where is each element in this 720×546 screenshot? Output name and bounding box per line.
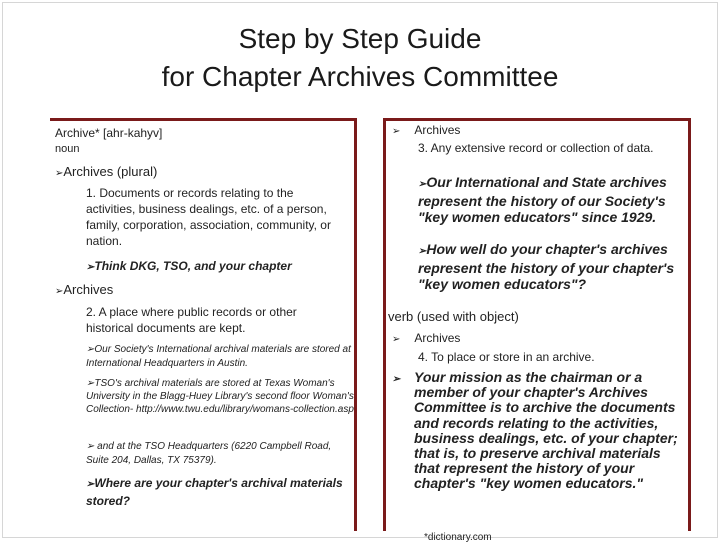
tso-archive-text: TSO's archival materials are stored at Texas Woman's University in the Blagg-Huey Library's second floor Woman's Collection- http://www.twu.edu/library/womans-collection.asp — [86, 378, 354, 415]
right-archives4-item — [392, 330, 460, 348]
arrow-bullet-icon: ➢ — [86, 479, 95, 490]
archives-label-2: Archives — [63, 282, 114, 297]
slide-title — [0, 20, 720, 96]
arrow-bullet-icon: ➢ — [392, 334, 401, 345]
arrow-bullet-icon: ➢ — [86, 344, 95, 355]
how-well-text: How well do your chapter's archives represent the history of your chapter's "key women educators"? — [418, 241, 675, 292]
term-heading: Archive* [ahr-kahyv] — [55, 126, 163, 140]
arrow-bullet-icon: ➢ — [86, 441, 95, 452]
tso-hq-text: and at the TSO Headquarters (6220 Campbell Road, Suite 204, Dallas, TX 75379). — [86, 441, 332, 466]
mission-item — [392, 369, 682, 492]
right-archives-item — [392, 122, 460, 140]
how-well-item — [418, 241, 680, 292]
archives-plural-item — [55, 164, 157, 182]
archives-plural-label: Archives (plural) — [63, 164, 158, 179]
title-line-1: Step by Step Guide — [238, 23, 482, 54]
verb-label: verb (used with object) — [388, 309, 519, 324]
arrow-bullet-icon: ➢ — [418, 246, 427, 257]
intl-archive-item — [86, 343, 354, 371]
definition-4: 4. To place or store in an archive. — [418, 350, 595, 364]
think-dkg-label: Think DKG, TSO, and your chapter — [94, 259, 292, 273]
definition-2: 2. A place where public records or other historical documents are kept. — [86, 305, 297, 335]
title-line-2: for Chapter Archives Committee — [161, 61, 559, 92]
where-stored-item — [86, 475, 346, 509]
intl-state-text: Our International and State archives represent the history of our Society's "key women educators" since 1929. — [418, 174, 667, 225]
intl-state-item — [418, 174, 680, 225]
arrow-bullet-icon: ➢ — [418, 179, 427, 190]
footnote-source: *dictionary.com — [424, 532, 492, 543]
arrow-bullet-icon: ➢ — [86, 378, 95, 389]
right-archives-label: Archives — [414, 123, 461, 137]
arrow-bullet-icon: ➢ — [392, 126, 401, 137]
mission-text: Your mission as the chairman or a member of your chapter's Archives Committee is to archive the documents and records relating to the activities, business dealings, etc. of your chapter; that is, to preserve archival materials that represent the history of your chapter's "key women educators." — [414, 369, 678, 492]
think-dkg-item — [86, 258, 292, 276]
definition-3: 3. Any extensive record or collection of data. — [418, 141, 654, 155]
intl-archive-text: Our Society's International archival materials are stored at International Headquarters in Austin. — [86, 344, 351, 369]
archives-item-2 — [55, 282, 113, 300]
arrow-bullet-icon: ➢ — [55, 168, 64, 179]
tso-hq-item — [86, 440, 354, 468]
arrow-bullet-icon: ➢ — [392, 374, 401, 385]
arrow-bullet-icon: ➢ — [55, 286, 64, 297]
right-archives4-label: Archives — [414, 331, 461, 345]
part-of-speech-noun: noun — [55, 143, 80, 155]
definition-1: 1. Documents or records relating to the activities, business dealings, etc. of a person, family, corporation, association, community, or nation. — [86, 186, 331, 248]
where-stored-text: Where are your chapter's archival materials stored? — [86, 476, 343, 508]
tso-archive-item — [86, 377, 354, 416]
arrow-bullet-icon: ➢ — [86, 262, 95, 273]
